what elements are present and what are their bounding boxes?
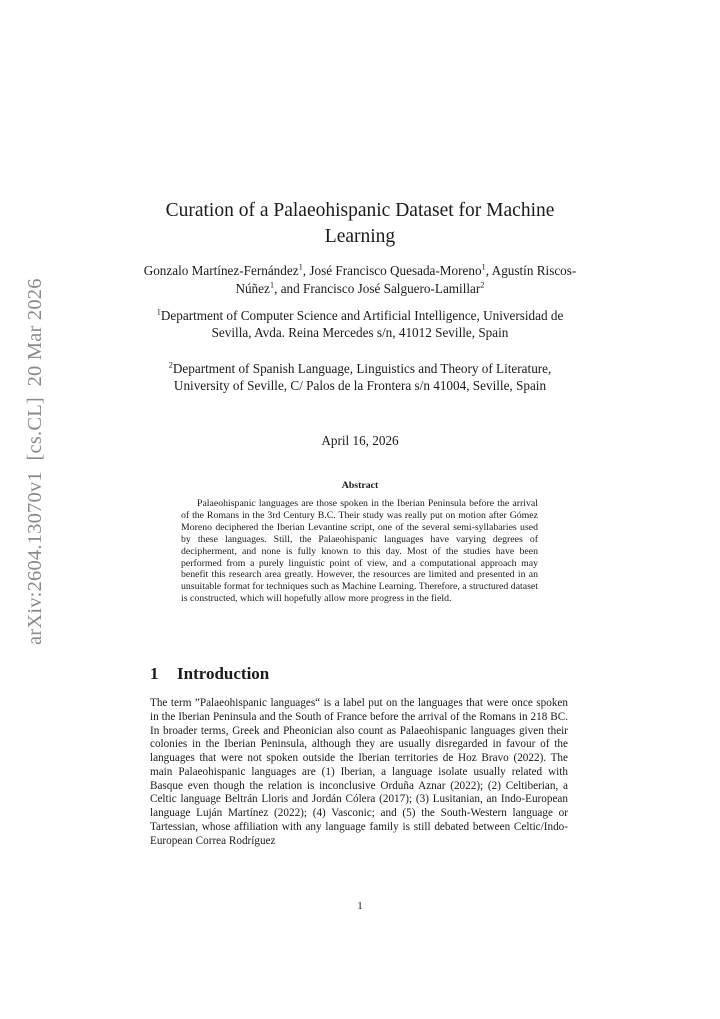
affiliation-text: Department of Spanish Language, Linguistics and Theory of Literature, University of Seville, C/ Palos de la Frontera s/n 41004, Seville, Spain	[172, 361, 552, 394]
section-body-text: The term ”Palaeohispanic languages“ is a label put on the languages that were once spoken in the Iberian Peninsula and the South of France before the arrival of the Romans in 218 BC. In broader terms, Greek and Pheonician also count as Palaeohispanic languages given their colonies in the Iberian Peninsula, although they are usually disregarded in favour of the languages that were not spoken outside the Iberian territories de Hoz Bravo (2022). The main Palaeohispanic languages are (1) Iberian, a language isolate usually related with Basque even though the relation is inconclusive Orduña Aznar (2022); (2) Celtiberian, a Celtic language Beltrán Lloris and Jordán Cólera (2017); (3) Lusitanian, an Indo-European language Luján Martínez (2022); (4) Vasconic; and (5) the South-Western language or Tartessian, whose affiliation with any language family is still debated between Celtic/Indo-European Correa Rodríguez	[150, 697, 568, 847]
page-number: 1	[357, 900, 363, 912]
section-heading	[150, 663, 269, 685]
affiliation-text: Department of Computer Science and Artificial Intelligence, Universidad de Sevilla, Avda. Reina Mercedes s/n, 41012 Seville, Spain	[160, 308, 564, 341]
author-name: Gonzalo Martínez-Fernández	[143, 263, 299, 278]
affiliation-marker: 2	[168, 359, 173, 370]
author-name: Agustín Riscos-Núñez	[235, 263, 577, 296]
arxiv-identifier-stamp	[22, 278, 52, 645]
author-affiliation-marker: 1	[481, 261, 486, 272]
author-separator: ,	[302, 263, 310, 278]
publication-date: April 16, 2026	[321, 433, 399, 448]
abstract-heading: Abstract	[341, 480, 379, 491]
author-list	[140, 262, 580, 298]
author-affiliation-marker: 1	[298, 261, 303, 272]
affiliation-marker: 1	[156, 306, 161, 317]
author-name: Francisco José Salguero-Lamillar	[303, 281, 481, 296]
author-affiliation-marker: 1	[269, 279, 275, 290]
author-separator: , and	[274, 281, 304, 296]
author-separator: ,	[485, 263, 492, 278]
arxiv-identifier: arXiv:2604.13070v1 [cs.CL] 20 Mar 2026	[24, 278, 46, 645]
paper-title: Curation of a Palaeohispanic Dataset for Machine Learning	[165, 200, 555, 247]
section-title: Introduction	[177, 664, 270, 683]
abstract-text: Palaeohispanic languages are those spoken in the Iberian Peninsula before the arrival of the Romans in the 3rd Century B.C. Their study was really put on motion after Gómez Moreno deciphered the Iberian Levantine script, one of the several semi-syllabaries used by these languages. Still, the Palaeohispanic languages have varying degrees of decipherment, and none is fully known to this day. Most of the studies have been performed from a purely linguistic point of view, and a computational approach may benefit this research area greatly. However, the resources are limited and presented in an unsuitable format for techniques such as Machine Learning. Therefore, a structured dataset is constructed, which will hopefully allow more progress in the field.	[181, 498, 538, 605]
author-name: José Francisco Quesada-Moreno	[309, 263, 482, 278]
section-number: 1	[150, 664, 159, 683]
author-affiliation-marker: 2	[480, 279, 485, 290]
affiliation	[145, 360, 575, 394]
affiliation	[145, 307, 575, 341]
